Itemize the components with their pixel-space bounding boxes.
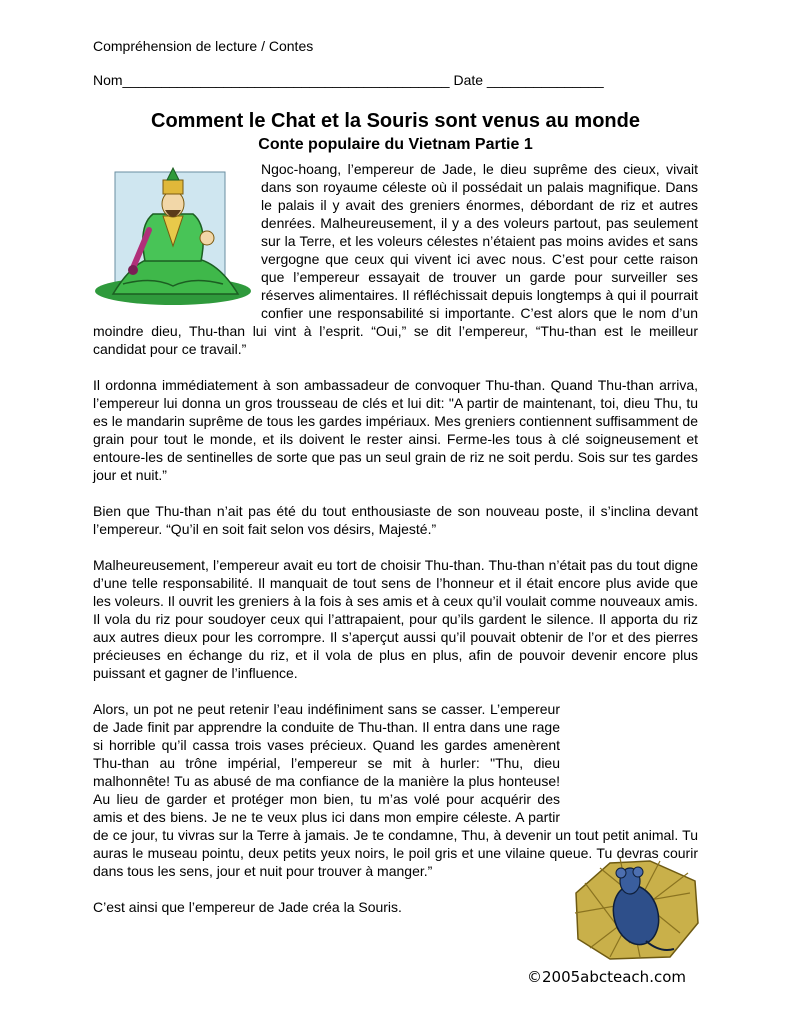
story-paragraph-2: Il ordonna immédiatement à son ambassadeur de convoquer Thu-than. Quand Thu-than arriva, l’empereur lui donna un gros trousseau de clés et lui dit: "A partir de maintenant, toi, dieu Thu, tu es le mandarin suprême de tous les gardes impériaux. Mes greniers contiennent suffisamment de grain pour tout le monde, et ils doivent le rester ainsi. Ferme-les tous à clé soigneusement et entoure-les de sentinelles de sorte que pas un seul grain de riz ne soit perdu. Sois sur tes gardes jour et nuit.” bbox=[93, 377, 698, 483]
name-date-line: Nom__________________________________________ Date _______________ bbox=[93, 72, 604, 88]
story-title: Comment le Chat et la Souris sont venus au monde bbox=[151, 110, 640, 132]
subject-header: Compréhension de lecture / Contes bbox=[93, 38, 314, 54]
story-paragraph-1-text: Ngoc-hoang, l’empereur de Jade, le dieu suprême des cieux, vivait dans son royaume céleste où il possédait un palais magnifique. Dans le palais il y avait des greniers énormes, débordant de riz et autres denrées. Malheureusement, il y a des voleurs partout, pas seulement sur la Terre, et les voleurs célestes n’étaient pas moins avides et sans vergogne que ceux qui vivent ici avec nous. C’est pour cette raison que l’empereur essayait de trouver un garde pour surveiller ses réserves alimentaires. Il réfléchissait depuis longtemps à qui il pourrait confier une responsabilité si importante. C’est alors que le nom d’un moindre dieu, Thu-than lui vint à l’esprit. “Oui,” se dit l’empereur, “Thu-than est le meilleur candidat pour ce travail.” bbox=[93, 161, 698, 357]
copyright-notice: ©2005abcteach.com bbox=[527, 968, 686, 986]
story-paragraph-3: Bien que Thu-than n’ait pas été du tout enthousiaste de son nouveau poste, il s’inclina devant l’empereur. “Qu’il en soit fait selon vos désirs, Majesté.” bbox=[93, 503, 698, 537]
story-subtitle: Conte populaire du Vietnam Partie 1 bbox=[258, 136, 533, 153]
story-paragraph-4: Malheureusement, l’empereur avait eu tort de choisir Thu-than. Thu-than n’était pas du tout digne d’une telle responsabilité. Il manquait de tout sens de l’honneur et il était encore plus avide que les voleurs. Il ouvrit les greniers à la fois à ses amis et à ceux qu’il voulait comme nouveaux amis. Il vola du riz pour soudoyer ceux qui l’attrapaient, pour qu’ils gardent le silence. Il apporta du riz aux autres dieux pour les corrompre. Il s’aperçut aussi qu’il pouvait obtenir de l’or et des pierres précieuses en échange du riz, et il vola de plus en plus, afin de pouvoir devenir encore plus puissant et gagner de l’influence. bbox=[93, 557, 698, 681]
mouse-illustration bbox=[570, 853, 702, 963]
story-paragraph-5-text: Alors, un pot ne peut retenir l’eau indéfiniment sans se casser. L’empereur de Jade finit par apprendre la conduite de Thu-than. Il entra dans une rage si horrible qu’il cassa trois vases précieux. Quand les gardes amenèrent Thu-than au trône impérial, l’empereur se mit à hurler: "Thu, dieu malhonnête! Tu as abusé de ma confiance de la manière la plus honteuse! Au lieu de garder et protéger mon bien, tu m’as volé pour acquérir des amis et des biens. Je ne te veux plus ici dans mon empire céleste. A partir de ce jour, tu vivras sur la Terre à jamais. Je te condamne, Thu, à devenir un tout petit animal. Tu auras le museau pointu, deux petits yeux noirs, le poil gris et une vilaine queue. Tu devras courir dans tous les sens, jour et nuit pour trouver à manger.” bbox=[93, 701, 698, 879]
jade-emperor-illustration bbox=[93, 166, 255, 311]
story-paragraph-6: C’est ainsi que l’empereur de Jade créa la Souris. bbox=[93, 899, 402, 915]
mouse-spacer bbox=[560, 700, 698, 810]
